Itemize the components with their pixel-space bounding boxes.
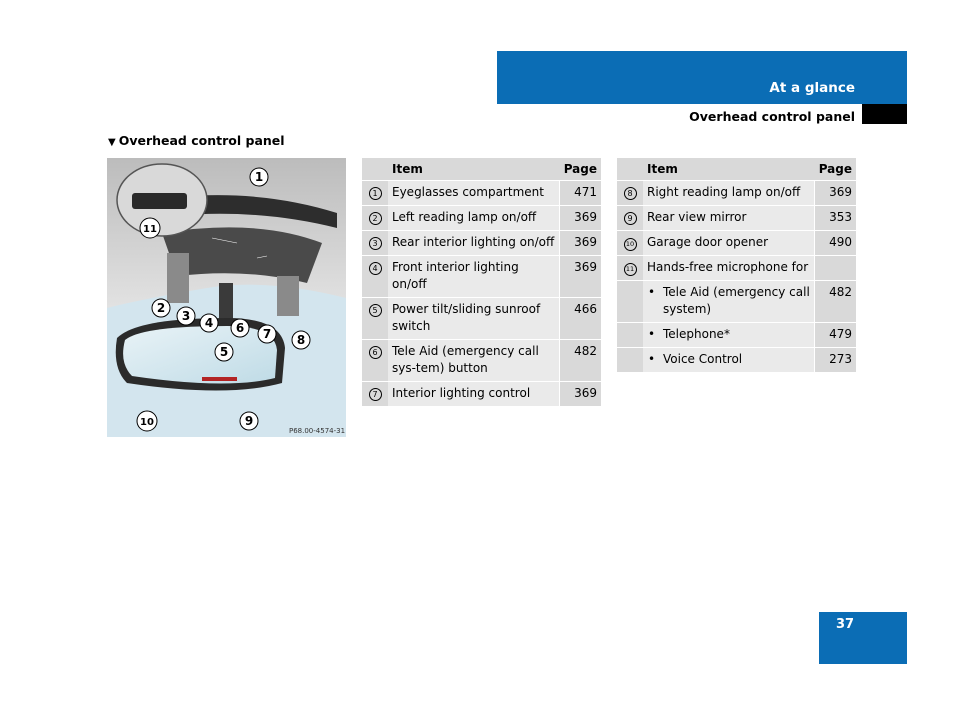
item-number: 4 [369,262,382,275]
page-subtitle: Overhead control panel [689,109,855,124]
table-row [617,231,856,256]
item-number: 5 [369,304,382,317]
table-row [362,298,601,340]
sub-item-label: • Telephone* [643,323,815,348]
page-number: 37 [835,617,855,632]
callout-label-10: 10 [140,417,154,428]
item-header: Item [643,158,815,181]
callout-4 [200,314,218,332]
page-header: Page [560,158,601,181]
figure-code: P68.00-4574-31 [289,427,346,435]
page-ref: 369 [560,382,601,407]
table-row [362,382,601,407]
page-ref: 369 [560,206,601,231]
callout-6 [231,319,249,337]
table-row [362,256,601,298]
callout-7 [258,325,276,343]
callout-10 [137,411,157,431]
table-row [362,181,601,206]
item-label: Power tilt/sliding sunroof switch [388,298,560,340]
table-row [617,256,856,281]
page-ref: 482 [815,281,856,323]
item-number: 7 [369,388,382,401]
page-ref: 466 [560,298,601,340]
item-number: 3 [369,237,382,250]
callout-label-11: 11 [143,224,157,235]
item-number: 6 [369,346,382,359]
callout-label-6: 6 [235,321,245,335]
callout-9 [240,412,258,430]
item-number: 1 [369,187,382,200]
item-label: Left reading lamp on/off [388,206,560,231]
table-subrow [617,348,856,373]
callout-8 [292,331,310,349]
page-ref: 273 [815,348,856,373]
callout-label-1: 1 [254,170,264,184]
page-ref: 482 [560,340,601,382]
sub-item-label: • Tele Aid (emergency call system) [643,281,815,323]
callout-label-3: 3 [181,309,191,323]
subtitle-tab-marker [862,104,907,124]
table-subrow [617,281,856,323]
items-table-left [362,158,601,407]
table-row [362,206,601,231]
section-heading-text: Overhead control panel [118,133,285,148]
page-ref: 490 [815,231,856,256]
page-ref: 471 [560,181,601,206]
callout-label-2: 2 [156,301,166,315]
num-header [362,158,388,181]
callout-label-4: 4 [204,316,214,330]
page-ref: 369 [560,231,601,256]
table-row [362,231,601,256]
callout-3 [177,307,195,325]
item-label: Rear view mirror [643,206,815,231]
table-subrow [617,323,856,348]
page-header: Page [815,158,856,181]
callout-label-5: 5 [219,345,229,359]
callout-label-8: 8 [296,333,306,347]
item-number: 8 [624,187,637,200]
page-number-box [819,612,907,664]
page-ref [815,256,856,281]
item-number: 11 [624,263,637,276]
callout-5 [215,343,233,361]
callout-11 [140,218,160,238]
item-label: Hands-free microphone for [643,256,815,281]
callout-2 [152,299,170,317]
callout-1 [250,168,268,186]
item-label: Garage door opener [643,231,815,256]
item-number: 9 [624,212,637,225]
page-ref: 369 [560,256,601,298]
item-label: Interior lighting control [388,382,560,407]
item-label: Eyeglasses compartment [388,181,560,206]
callout-label-7: 7 [262,327,272,341]
item-number: 2 [369,212,382,225]
items-table-right [617,158,856,373]
item-header: Item [388,158,560,181]
table-row [617,181,856,206]
table-row [362,340,601,382]
section-heading [108,133,285,148]
chapter-title: At a glance [769,80,855,96]
item-number: 10 [624,238,637,251]
item-label: Rear interior lighting on/off [388,231,560,256]
callout-label-9: 9 [244,414,254,428]
item-label: Right reading lamp on/off [643,181,815,206]
sub-item-label: • Voice Control [643,348,815,373]
chapter-header-band [497,51,907,104]
num-header [617,158,643,181]
page-ref: 353 [815,206,856,231]
table-row [617,206,856,231]
page-ref: 479 [815,323,856,348]
item-label: Front interior lighting on/off [388,256,560,298]
item-label: Tele Aid (emergency call sys-tem) button [388,340,560,382]
overhead-panel-illustration [107,158,346,437]
triangle-bullet-icon: ▼ [108,137,116,148]
page-ref: 369 [815,181,856,206]
